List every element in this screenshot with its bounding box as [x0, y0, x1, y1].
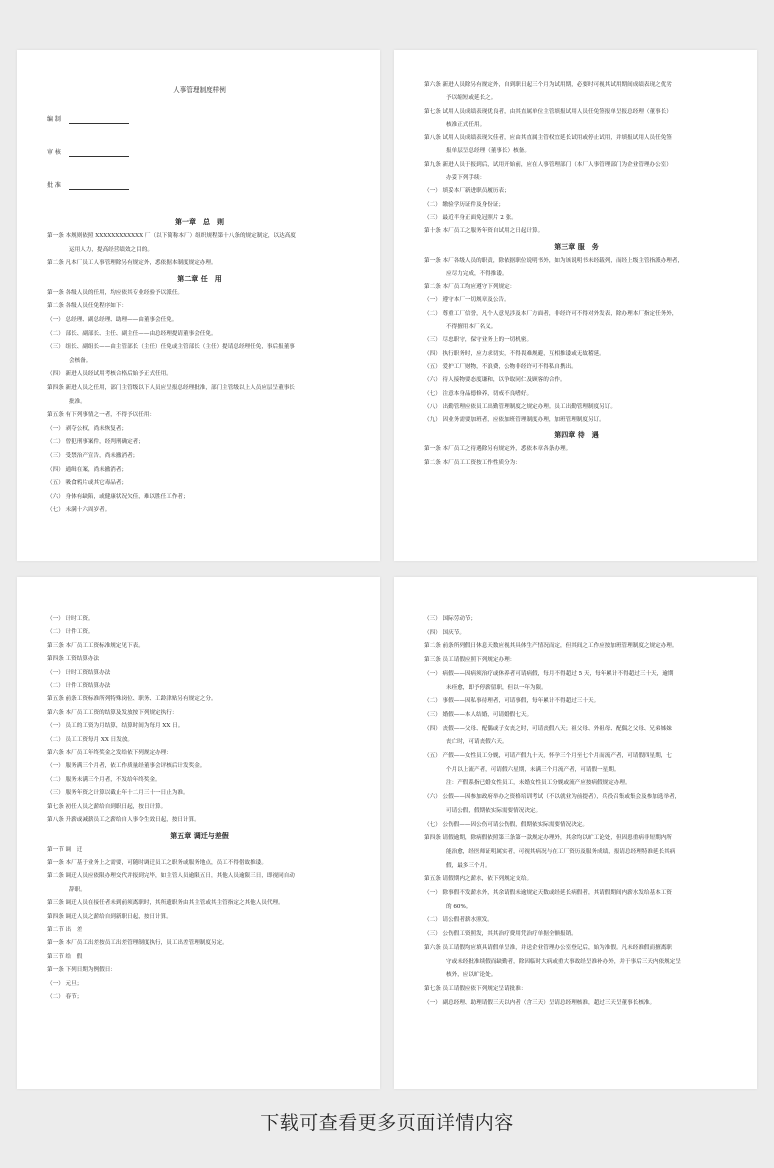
text-line: （二） 曾犯刑事案件，经判刑确定者；	[47, 439, 144, 446]
text-line: （一） 剥夺公权，尚未恢复者；	[47, 425, 128, 432]
sign-line	[69, 150, 129, 157]
text-line-continued: 会核备。	[69, 357, 92, 364]
text-line: 第六条 本厂员工年终奖金之发给依下列规定办理：	[47, 750, 172, 757]
chapter-heading: 第一章 总 则	[175, 217, 224, 226]
document-title: 人事管理制度样例	[173, 86, 226, 94]
text-line-continued: 丧亡时，可请丧假六天。	[446, 739, 508, 746]
document-page-4	[394, 577, 757, 1089]
text-line: （二） 尊重工厂信誉，凡个人意见涉及本厂方面者，非经许可不得对外发表，除办理本厂指定任务外，	[424, 310, 678, 317]
text-line: （九） 因业务需要加班者，应依加班管理制度办理，加班管理制度另订。	[424, 417, 605, 424]
sign-fields	[47, 116, 352, 190]
text-line-continued: 守或未经批准续假而缺勤者，除因临时大病或重大事故经呈准补办外，并于事后三天内依规定呈	[446, 958, 681, 965]
text-line: 第七条 初任人员之薪给自到职日起，按日计算。	[47, 803, 167, 810]
text-line: （四） 新进人员经试用考核合格后始予正式任用。	[47, 371, 172, 378]
chapter-heading: 第三章 服 务	[554, 241, 599, 251]
text-line: 第三条 本厂员工工资标准规定见下表。	[47, 642, 144, 649]
text-line: （六） 待人接物要态度谦和，以争取同仁及顾客的合作。	[424, 377, 566, 384]
text-line: （五） 吸食鸦片或其它毒品者；	[47, 480, 128, 487]
text-line: （六） 公假——因参加政府举办之资格培训考试（不以就业为前提者），兵役召集或集会及参加选举者，	[424, 794, 681, 801]
text-line: （四） 丧假——父母、配偶或子女丧之时，可请丧假八天；祖父母、外祖母、配偶之父母、兄弟姊妹	[424, 725, 672, 732]
sign-field-label: 编 制	[47, 116, 61, 123]
text-line: （二） 员工工资每月 XX 日发放。	[47, 736, 134, 743]
text-line: （二） 计件工资结算办法	[47, 683, 111, 690]
sign-field-approved	[47, 182, 352, 190]
text-line: （三） 服务年资之计算以截止年十二月三十一日止为准。	[47, 790, 189, 797]
text-line: 第八条 升薪或减薪员工之薪给自人事令生效日起，按日计算。	[47, 817, 200, 824]
text-line: 第五条 前条工资标准所列特殊岗位、职务、工龄津贴另有规定之分。	[47, 696, 217, 703]
text-line: 第二条 各级人员任免程序如下：	[47, 303, 128, 310]
text-line: 第二条 本厂员工工资按工作性质分为：	[424, 459, 521, 466]
chapter-heading: 第五章 调迁与差假	[170, 830, 229, 840]
text-line: （一） 计时工资结算办法	[47, 669, 111, 676]
text-line: 第三条 调迁人员在接任者未到前须离职时，其所遗职务由其主管或其主管指定之其他人员代理。	[47, 900, 284, 907]
text-line: 第十条 本厂员工之服务年资自试用之日起计算。	[424, 228, 544, 235]
text-line: （一） 遵守本厂一切规章及公告。	[424, 297, 510, 304]
text-line-continued: 办妥下列手续：	[446, 175, 486, 182]
text-line-continued: 批准。	[69, 398, 86, 405]
text-line: 第二条 凡本厂员工人事管理除另有规定外，悉依据本制度规定办理。	[47, 260, 217, 267]
text-line: 第六条 员工请假均应填具请假单呈准，并送企业管理办公室登记后，始为准假。凡未经准假而擅离职	[424, 944, 672, 951]
sign-field-label: 审 核	[47, 149, 61, 156]
document-page-1	[17, 50, 380, 561]
text-line: 第一条 下列日期为例假日：	[47, 967, 116, 974]
text-line-continued: 核外，应以旷论处。	[446, 972, 497, 979]
text-line: （三） 最近半身正面免冠照片 2 张。	[424, 214, 517, 221]
text-line-continued: 予以缩短或延长之。	[446, 95, 497, 102]
text-line: （五） 爱护工厂财物，不浪费，公物非经许可不得私自携出。	[424, 363, 577, 370]
document-page-3	[17, 577, 380, 1089]
text-line: 第六条 本厂员工工资的结算及发放按下列规定执行：	[47, 709, 178, 716]
text-line: （三） 国际劳动节；	[424, 616, 477, 622]
text-line: （三） 受禁治产宣告，尚未撤消者；	[47, 452, 139, 459]
sign-line	[69, 183, 129, 190]
page-body	[47, 613, 352, 1004]
text-line: 第一条 本规则依照 XXXXXXXXXXXX 厂（以下简称本厂）组织规程第十八条的规定制定，以达高度	[47, 233, 296, 239]
text-line: 第一节 调 迁	[47, 846, 83, 853]
text-line: （二） 部长、副部长、主任、副主任——由总经理提请董事会任免。	[47, 330, 217, 337]
page-body	[424, 79, 729, 470]
text-line: （二） 事假——因私事待理者，可请事假，每年累计不得超过三十天。	[424, 698, 600, 705]
text-line: （一） 填妥本厂新进职员履历表；	[424, 188, 510, 195]
text-line: （三） 婚假——本人结婚，可请婚假七天。	[424, 711, 533, 718]
text-line: （二） 计件工资。	[47, 629, 94, 636]
text-line: 第四条 工资结算办法	[47, 656, 100, 663]
page-body	[424, 613, 729, 1010]
text-line: （六） 身体有缺陷，或健康状况欠佳，难以胜任工作者；	[47, 493, 189, 500]
text-line-continued: 辞职。	[69, 886, 86, 893]
download-more-caption[interactable]: 下载可查看更多页面详情内容	[260, 1112, 514, 1134]
text-line: （八） 出勤管理应依员工出勤管理制度之规定办理。员工出勤管理制度另订。	[424, 403, 616, 410]
text-line: （一） 员工的工资为月结算，结算时间为每月 XX 日。	[47, 723, 184, 730]
text-line: （七） 公伤假——因公伤可请公伤假，假期依实际需要情况决定。	[424, 821, 588, 828]
text-line: （三） 公伤假工资照发，其其治疗费用凭治疗单据全额报销。	[424, 931, 577, 938]
text-line: （二） 缴验学历证件及身份证；	[424, 201, 505, 208]
text-line: （三） 组长、副组长——由主管部长（主任）任免或主管部长（主任）提请总经理任免，事后报董事	[47, 344, 295, 351]
text-line: （一） 元旦；	[47, 980, 83, 987]
text-line-continued: 假，最多三个月。	[446, 862, 491, 869]
chapter-heading: 第二章 任 用	[177, 273, 222, 283]
text-line-continued: 未痊愈，即予停薪留职，但以一年为限。	[446, 684, 547, 691]
text-line: （一） 服务满三个月者，依工作质量经董事会评核后计发奖金。	[47, 763, 206, 770]
text-line: 第六条 新进人员除另有规定外，自到职日起三个月为试用期，必要时可视其试用期间成绩表现之优劣	[424, 82, 672, 88]
text-line: （四） 国庆节。	[424, 629, 465, 636]
text-line: 第一条 本厂员工之待遇除另有规定外，悉依本章各条办理。	[424, 446, 572, 453]
text-line: （四） 执行职务时，应力求切实，不得畏难规避，互相推诿或无故稽延。	[424, 350, 605, 357]
text-line-continued: 能治愈，经医师证明属实者，可视其病况与在工厂资历及服务成绩，报请总经理特准延长其病	[446, 848, 676, 855]
sign-field-label: 批 准	[47, 182, 61, 189]
text-line: 第二条 调迁人员应依限办理交代并报到完毕，如主管人员逾限五日，其他人员逾限三日，即视同自动	[47, 873, 295, 880]
text-line: （二） 春节；	[47, 993, 83, 1000]
text-line: （七） 注意本身品德修养，切戒不良嗜好。	[424, 390, 533, 397]
text-line: 第一条 本厂基于业务上之需要，可随时调迁员工之职务或服务地点，员工不得借故推诿。	[47, 859, 267, 866]
text-line: 第一条 各级人员的任用，均应依其专业经验予以派任。	[47, 289, 184, 296]
text-line-continued: 应尽力完成，不得推诿。	[446, 270, 508, 277]
text-line-continued: 运用人力，提高经营绩效之目的。	[69, 246, 153, 253]
text-line: 第一条 本厂各级人员的职责，除依据职位说明书外，如为该说明书未经载列，而经上级主管指派办理者，	[424, 257, 684, 264]
sign-field-reviewed	[47, 149, 352, 157]
text-line: （七） 未满十六周岁者。	[47, 507, 111, 514]
text-line-continued: 核准正式任用。	[446, 121, 486, 128]
text-line: （一） 总经理、副总经理、助理——由董事会任免。	[47, 316, 178, 323]
text-line-continued: 报单层呈总经理（董事长）核备。	[446, 148, 530, 155]
text-line: （二） 服务未满三个月者，不发给年终奖金。	[47, 776, 161, 783]
text-line-continued: 的 60%。	[446, 903, 472, 910]
text-line: （五） 产假——女性员工分娩，可请产假九十天，怀孕三个月至七个月而流产者，可请假四星期，七	[424, 753, 672, 760]
page-body	[47, 216, 352, 518]
text-line: 第四条 新进人员之任用，部门主管级以下人员应呈报总经理批准，部门主管级以上人员应层呈董事长	[47, 384, 295, 391]
text-line: 第三节 给 假	[47, 953, 83, 960]
chapter-heading: 第四章 待 遇	[554, 430, 599, 440]
text-line: 第三条 员工请假应照下列规定办理：	[424, 657, 516, 664]
text-line: （二） 请公假者薪水照发。	[424, 917, 493, 924]
text-line: 第五条 请假期内之薪水，依下列规定支给。	[424, 876, 533, 883]
text-line-continued: 注：产假系指已婚女性员工，未婚女性员工分娩或流产应按病假规定办理。	[446, 780, 631, 787]
text-line: 第七条 试用人员成绩表现优良者，由其直属单位主管填报试用人员任免签报单呈报总经理（董事长）	[424, 108, 672, 115]
sign-field-prepared	[47, 116, 352, 124]
text-line: （三） 尽忠职守，保守业务上的一切机密。	[424, 337, 533, 344]
text-line: 第七条 员工请假应依下列规定呈请批准：	[424, 985, 527, 992]
text-line: （一） 副总经理、助理请假三天以内者（含三天）呈请总经理核准，超过三天呈董事长核准。	[424, 999, 656, 1006]
text-line: 第二条 本厂员工均应遵守下列规定：	[424, 284, 516, 291]
text-line: （一） 计时工资。	[47, 616, 94, 622]
text-line: 第一条 本厂员工出差按员工出差管理制度执行，员工出差管理制度另定。	[47, 940, 228, 947]
text-line: （一） 除事假不发薪水外，其余请假未逾规定天数或经延长病假者，其请假期间内薪水发给基本工资	[424, 890, 672, 897]
text-line-continued: 可请公假，假期依实际需要情况决定。	[446, 807, 542, 814]
text-line: （四） 通缉在案，尚未撤消者；	[47, 466, 128, 473]
text-line: 第八条 试用人员成绩表现欠佳者，应由其直属主管权宜延长试用或停止试用，并填报试用人员任免签	[424, 135, 672, 142]
text-line-continued: 个月以上流产者，可请假六星期，未满三个月流产者，可请假一星期。	[446, 766, 620, 773]
text-line: 第五条 有下列事情之一者，不得予以任用：	[47, 412, 156, 419]
sign-line	[69, 117, 129, 124]
document-page-2	[394, 50, 757, 561]
text-line: 第二节 出 差	[47, 926, 83, 933]
text-line: 第四条 请假逾期，除病假依照第三条第一款规定办理外，其余均以旷工论处，但因患重病非短期内所	[424, 835, 672, 842]
text-line: 第九条 新进人员于报到后，试用开始前，应在人事管理部门（本厂人事管理部门为企业管理办公室）	[424, 161, 672, 168]
text-line: （一） 病假——因病须治疗或休养者可请病假，每月不得超过 5 天，每年累计不得超过三十天，逾期	[424, 670, 674, 677]
text-line: 第二条 前条所列假日休息天数应视其具体生产情况而定，但其间之工作应按加班管理制度之规定办理。	[424, 643, 678, 650]
text-line: 第四条 调迁人员之薪给自到新职日起，按日计算。	[47, 913, 172, 920]
text-line-continued: 不得擅用本厂名义。	[446, 324, 497, 331]
